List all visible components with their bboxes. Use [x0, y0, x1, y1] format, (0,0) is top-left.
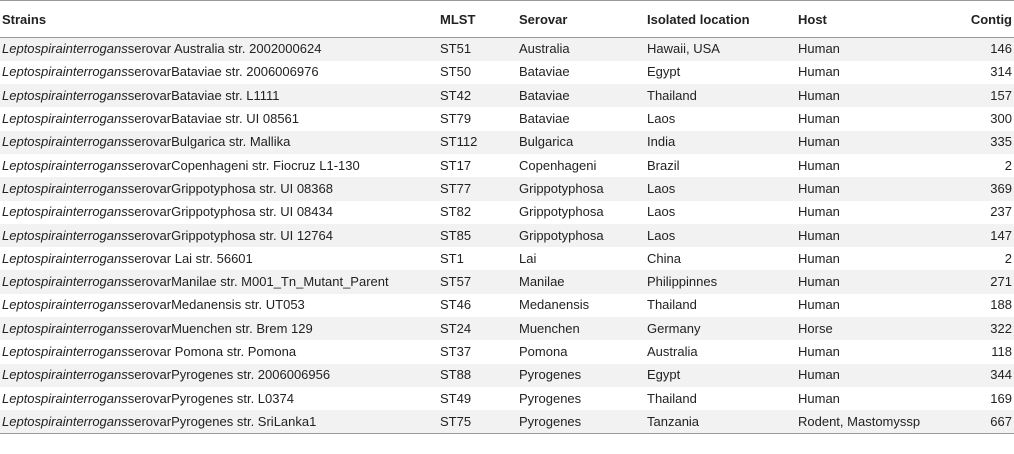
table-row: [0, 131, 1014, 154]
cell-mlst: ST75: [438, 410, 517, 433]
cell-mlst: ST79: [440, 111, 472, 127]
cell-strain: [0, 294, 438, 317]
table-header: [0, 1, 1014, 38]
cell-contig: 2: [1004, 157, 1012, 173]
cell-host: Horse: [796, 317, 947, 340]
strain-name: serovarCopenhageni str. Fiocruz L1-130: [127, 157, 360, 173]
cell-contig: 369: [947, 177, 1014, 200]
table-row: [0, 247, 1014, 270]
cell-location: China: [647, 250, 681, 266]
cell-location: Philippinnes: [645, 270, 796, 293]
cell-location: India: [645, 131, 796, 154]
strain-name: serovarManilae str. M001_Tn_Mutant_Parent: [127, 274, 389, 290]
strain-genus: Leptospirainterrogans: [2, 157, 128, 173]
cell-contig: 188: [990, 297, 1012, 313]
cell-mlst: ST57: [438, 270, 517, 293]
cell-contig: 344: [947, 364, 1014, 387]
cell-location: Laos: [645, 224, 796, 247]
cell-serovar: Grippotyphosa: [517, 177, 645, 200]
cell-host: Human: [796, 224, 947, 247]
strain-genus: Leptospirainterrogans: [2, 204, 128, 220]
cell-host: Human: [798, 344, 840, 359]
cell-strain: [0, 340, 438, 363]
cell-location: Thailand: [645, 84, 796, 107]
cell-strain: [0, 270, 438, 293]
cell-strain: [0, 201, 438, 224]
strain-genus: Leptospirainterrogans: [2, 320, 128, 336]
cell-host: Human: [798, 111, 840, 127]
strain-genus: Leptospirainterrogans: [2, 344, 128, 359]
cell-mlst: ST46: [440, 297, 472, 313]
cell-contig: 169: [990, 390, 1012, 406]
cell-contig: 322: [947, 317, 1014, 340]
strain-genus: Leptospirainterrogans: [2, 274, 128, 290]
cell-location: Germany: [645, 317, 796, 340]
header-mlst: MLST: [438, 1, 517, 38]
strain-genus: Leptospirainterrogans: [2, 134, 128, 150]
table-row: [0, 61, 1014, 84]
cell-host: Human: [796, 177, 947, 200]
cell-contig: 271: [947, 270, 1014, 293]
strain-name: serovarBataviae str. L1111: [127, 87, 280, 103]
cell-strain: [0, 387, 438, 410]
strain-name: serovar Lai str. 56601: [127, 250, 253, 266]
cell-host: Human: [796, 131, 947, 154]
strain-name: serovarMuenchen str. Brem 129: [127, 320, 313, 336]
table-row: [0, 410, 1014, 433]
strain-name: serovar Pomona str. Pomona: [127, 344, 297, 359]
cell-host: Human: [798, 297, 840, 313]
strain-name: serovarPyrogenes str. SriLanka1: [127, 413, 317, 429]
strain-genus: Leptospirainterrogans: [2, 180, 128, 196]
cell-serovar: Pyrogenes: [517, 364, 645, 387]
cell-host: Human: [796, 364, 947, 387]
cell-location: Thailand: [647, 297, 697, 313]
cell-strain: [0, 84, 438, 107]
cell-strain: [0, 38, 438, 61]
cell-mlst: ST88: [438, 364, 517, 387]
cell-location: Laos: [645, 177, 796, 200]
cell-mlst: ST51: [438, 38, 517, 61]
strain-name: serovarMedanensis str. UT053: [127, 297, 305, 313]
table-body: [0, 38, 1014, 434]
cell-host: Human: [798, 250, 840, 266]
cell-serovar: Pyrogenes: [517, 410, 645, 433]
strain-genus: Leptospirainterrogans: [2, 390, 128, 406]
cell-serovar: Medanensis: [519, 297, 590, 313]
cell-location: Egypt: [647, 64, 681, 80]
cell-mlst: ST82: [440, 204, 472, 220]
strain-name: serovarPyrogenes str. 2006006956: [127, 367, 331, 383]
cell-mlst: ST17: [440, 157, 472, 173]
table-row: [0, 84, 1014, 107]
cell-contig: 314: [990, 64, 1012, 80]
cell-mlst: ST50: [440, 64, 472, 80]
cell-serovar: Muenchen: [517, 317, 645, 340]
cell-location: Laos: [647, 204, 676, 220]
table-row: [0, 317, 1014, 340]
cell-mlst: ST42: [438, 84, 517, 107]
strain-genus: Leptospirainterrogans: [2, 111, 128, 127]
cell-location: Brazil: [647, 157, 680, 173]
cell-contig: 335: [947, 131, 1014, 154]
header-strains: Strains: [0, 1, 438, 38]
cell-serovar: Manilae: [517, 270, 645, 293]
strain-genus: Leptospirainterrogans: [2, 297, 128, 313]
cell-contig: 146: [947, 38, 1014, 61]
cell-strain: [0, 364, 438, 387]
strain-name: serovar Australia str. 2002000624: [127, 41, 322, 57]
cell-contig: 157: [947, 84, 1014, 107]
cell-serovar: Pyrogenes: [519, 390, 582, 406]
strain-name: serovarBataviae str. 2006006976: [127, 64, 319, 80]
cell-serovar: Australia: [517, 38, 645, 61]
header-host: Host: [796, 1, 947, 38]
cell-host: Human: [796, 84, 947, 107]
table-row: [0, 340, 1014, 363]
strain-name: serovarBulgarica str. Mallika: [127, 134, 291, 150]
cell-location: Hawaii, USA: [645, 38, 796, 61]
cell-strain: [0, 247, 438, 270]
cell-mlst: ST85: [438, 224, 517, 247]
cell-serovar: Lai: [519, 250, 537, 266]
cell-serovar: Copenhageni: [519, 157, 597, 173]
cell-mlst: ST49: [440, 390, 472, 406]
header-row: [0, 1, 1014, 38]
strain-genus: Leptospirainterrogans: [2, 87, 128, 103]
table-row: [0, 387, 1014, 410]
strain-name: serovarGrippotyphosa str. UI 08368: [127, 180, 333, 196]
header-serovar: Serovar: [517, 1, 645, 38]
cell-strain: [0, 61, 438, 84]
cell-serovar: Bataviae: [519, 111, 570, 127]
cell-serovar: Grippotyphosa: [519, 204, 604, 220]
strain-genus: Leptospirainterrogans: [2, 64, 128, 80]
strain-name: serovarGrippotyphosa str. UI 08434: [127, 204, 333, 220]
table-row: [0, 154, 1014, 177]
cell-location: Tanzania: [645, 410, 796, 433]
cell-mlst: ST112: [438, 131, 517, 154]
cell-contig: 237: [990, 204, 1012, 220]
cell-serovar: Bataviae: [519, 64, 570, 80]
table-row: [0, 201, 1014, 224]
table-row: [0, 270, 1014, 293]
cell-serovar: Bulgarica: [517, 131, 645, 154]
strain-genus: Leptospirainterrogans: [2, 41, 128, 57]
cell-strain: [0, 107, 438, 130]
strain-genus: Leptospirainterrogans: [2, 413, 128, 429]
cell-host: Human: [798, 157, 840, 173]
table-row: [0, 224, 1014, 247]
table-row: [0, 364, 1014, 387]
header-contig: Contig: [947, 1, 1014, 38]
cell-strain: [0, 177, 438, 200]
cell-host: Human: [798, 64, 840, 80]
cell-contig: 300: [990, 111, 1012, 127]
cell-contig: 147: [947, 224, 1014, 247]
cell-strain: [0, 154, 438, 177]
strain-name: serovarGrippotyphosa str. UI 12764: [127, 227, 333, 243]
strain-name: serovarBataviae str. UI 08561: [127, 111, 300, 127]
cell-serovar: Pomona: [519, 344, 568, 359]
cell-strain: [0, 317, 438, 340]
cell-serovar: Bataviae: [517, 84, 645, 107]
cell-host: Human: [798, 390, 840, 406]
header-isolated-location: Isolated location: [645, 1, 796, 38]
table-row: [0, 294, 1014, 317]
cell-host: Human: [798, 204, 840, 220]
cell-serovar: Grippotyphosa: [517, 224, 645, 247]
cell-location: Egypt: [645, 364, 796, 387]
cell-location: Thailand: [647, 390, 697, 406]
cell-host: Human: [796, 270, 947, 293]
cell-mlst: ST77: [438, 177, 517, 200]
table-row: [0, 177, 1014, 200]
cell-contig: 667: [947, 410, 1014, 433]
strain-name: serovarPyrogenes str. L0374: [127, 390, 294, 406]
cell-location: Australia: [647, 344, 698, 359]
strain-genus: Leptospirainterrogans: [2, 367, 128, 383]
table-row: [0, 107, 1014, 130]
cell-mlst: ST37: [440, 344, 472, 359]
cell-host: Human: [796, 38, 947, 61]
strain-genus: Leptospirainterrogans: [2, 227, 128, 243]
cell-strain: [0, 131, 438, 154]
cell-contig: 118: [991, 344, 1012, 359]
cell-location: Laos: [647, 111, 676, 127]
table-row: [0, 38, 1014, 61]
cell-strain: [0, 410, 438, 433]
strain-genus: Leptospirainterrogans: [2, 250, 128, 266]
cell-contig: 2: [1004, 250, 1012, 266]
cell-strain: [0, 224, 438, 247]
cell-mlst: ST24: [438, 317, 517, 340]
cell-host: Rodent, Mastomyssp: [796, 410, 947, 433]
cell-mlst: ST1: [440, 250, 464, 266]
